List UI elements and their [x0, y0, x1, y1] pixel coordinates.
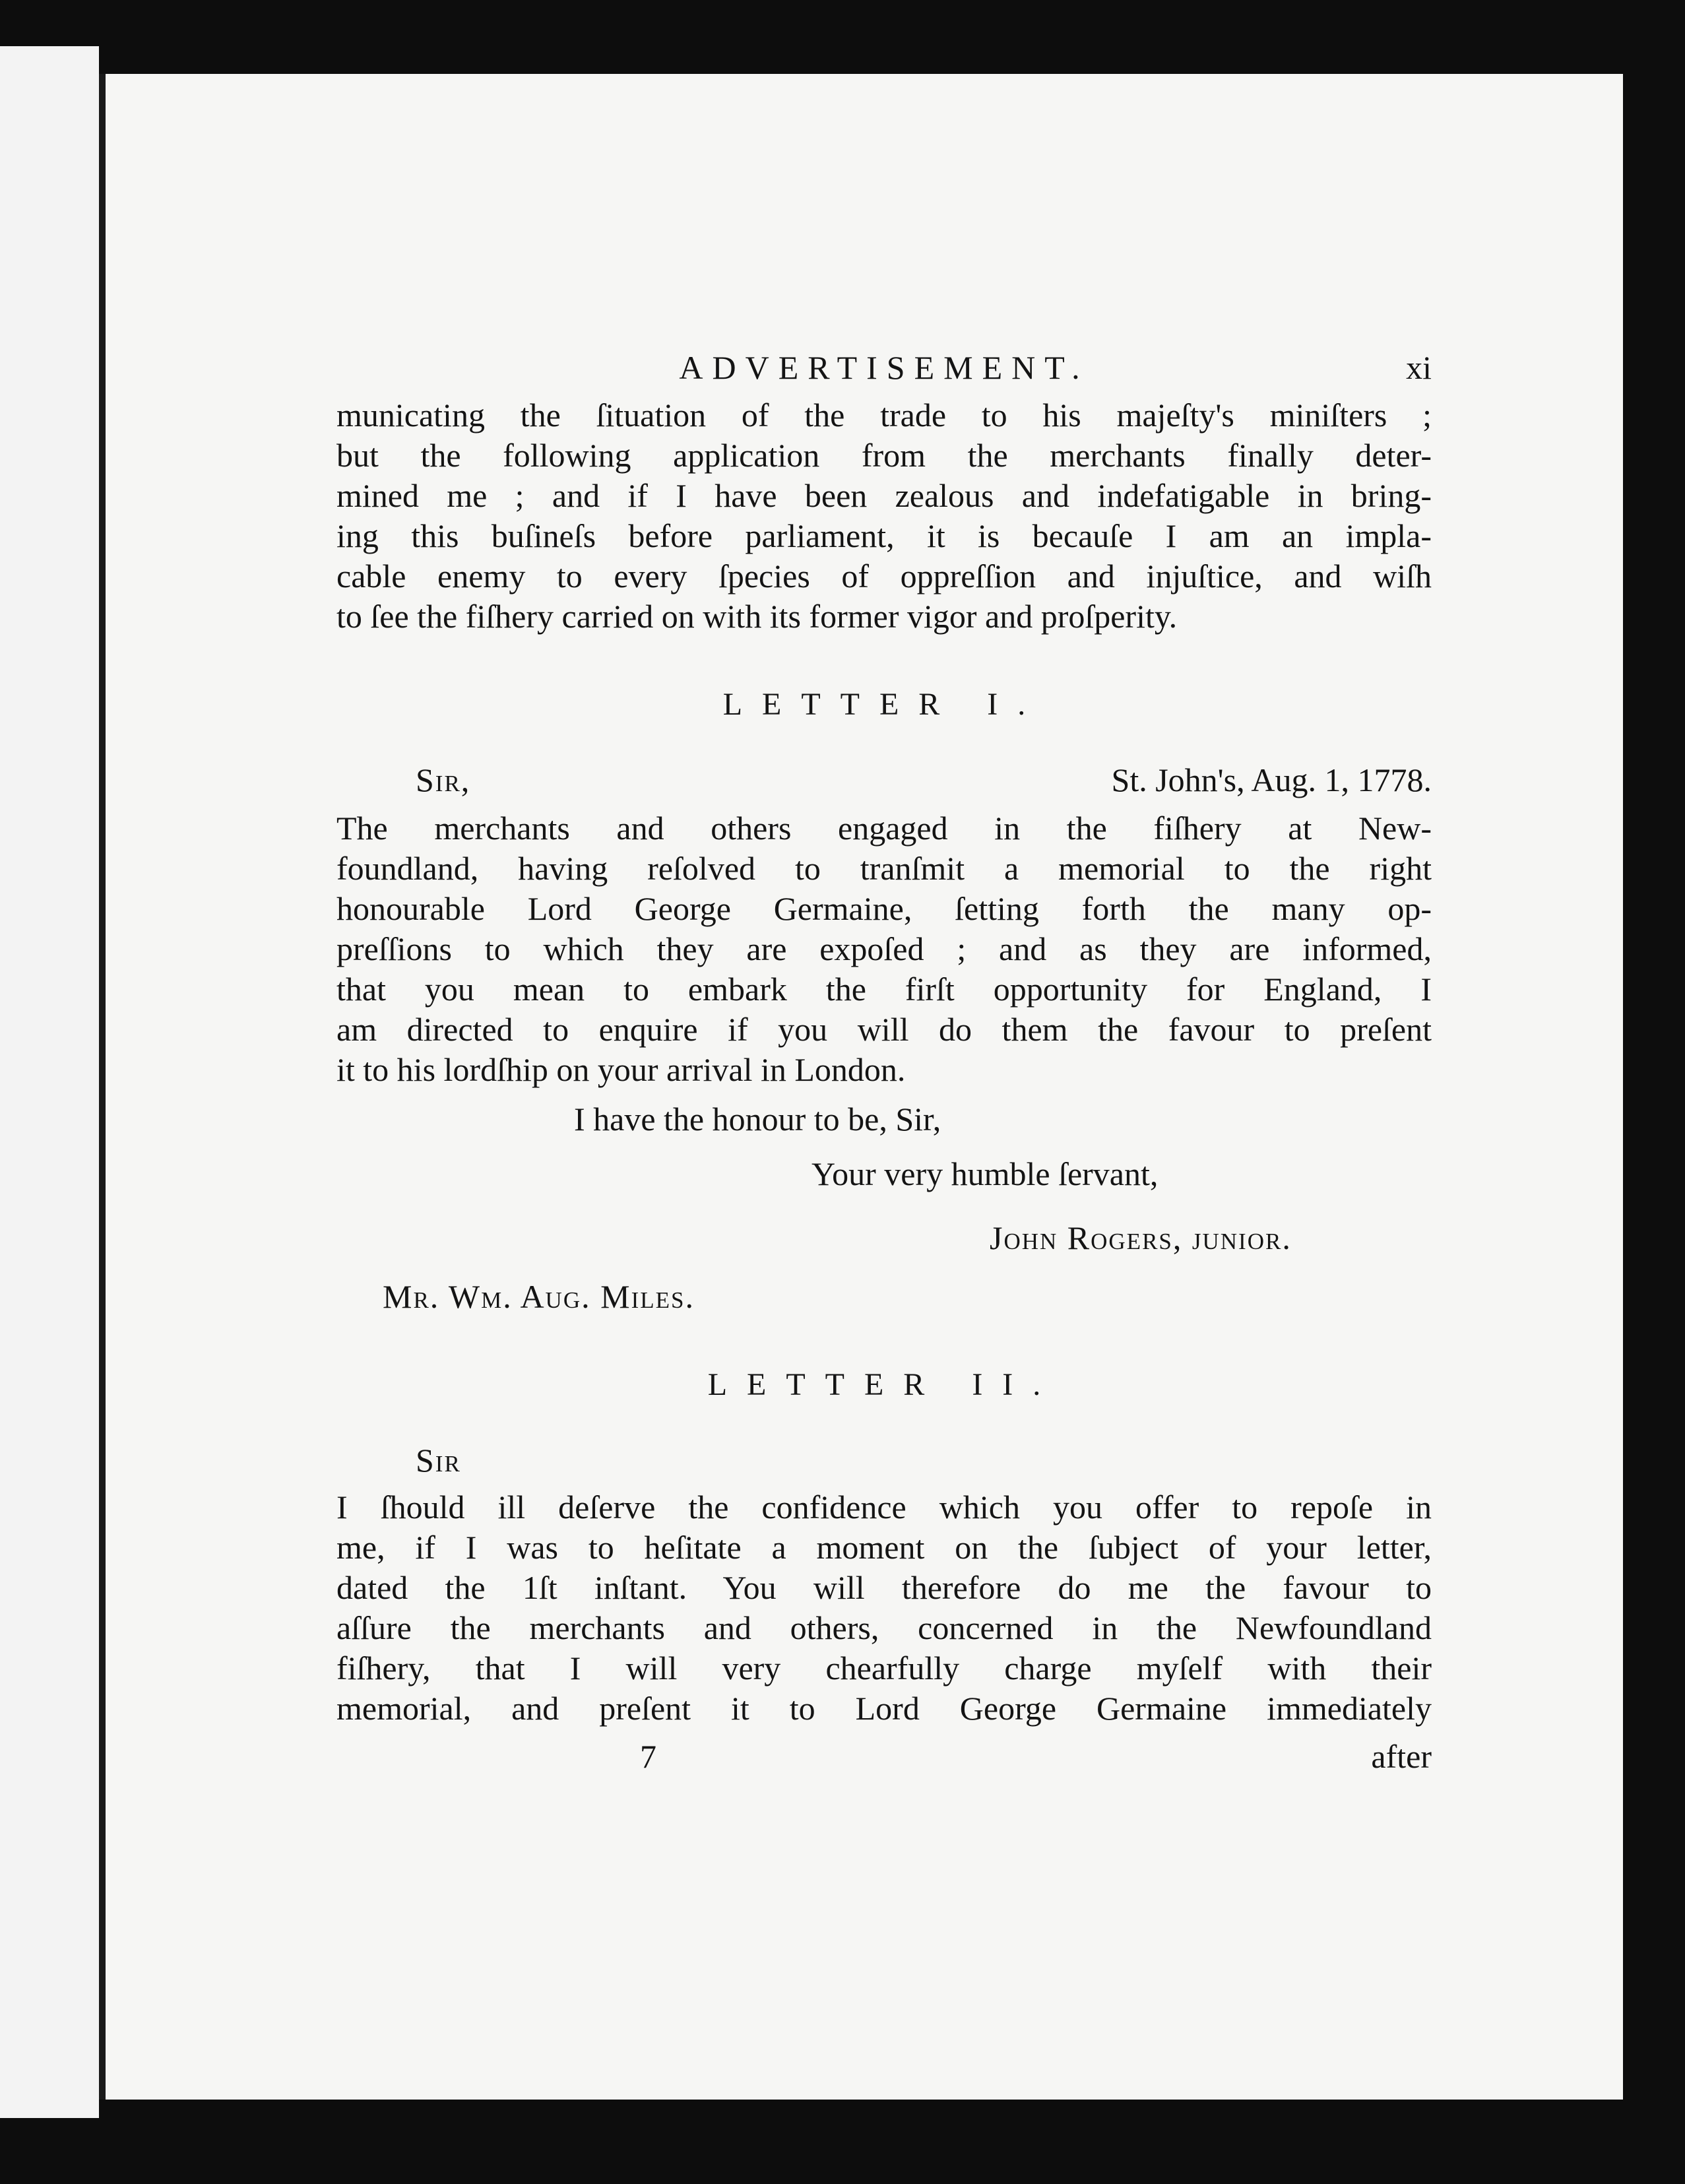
text-line: preſſions to which they are expoſed ; and as they are informed, [336, 930, 1432, 967]
letter-1-salutation: Sir, [416, 761, 471, 798]
text-line: fiſhery, that I will very chearfully charge myſelf with their [336, 1650, 1432, 1686]
text-line: mined me ; and if I have been zealous and indefatigable in bring- [336, 477, 1432, 514]
intro-paragraph [336, 395, 1432, 637]
text-line: I ſhould ill deſerve the confidence which you offer to repoſe in [336, 1489, 1432, 1526]
letter-1-body [336, 808, 1432, 1090]
text-line: but the following application from the merchants finally deter- [336, 437, 1432, 474]
closing-line: Your very humble ſervant, [811, 1155, 1159, 1192]
text-line: to ſee the fiſhery carried on with its former vigor and proſperity. [336, 598, 1178, 635]
signature-mark: 7 [640, 1738, 656, 1775]
text-line: dated the 1ſt inſtant. You will therefore do me the favour to [336, 1569, 1432, 1606]
text-line: aſſure the merchants and others, concerned in the Newfoundland [336, 1609, 1432, 1646]
page-number: xi [1406, 349, 1432, 386]
text-line: ing this buſineſs before parliament, it is becauſe I am an impla- [336, 517, 1432, 554]
text-line: am directed to enquire if you will do them the favour to preſent [336, 1011, 1432, 1048]
letter-1-closing [336, 1099, 1432, 1317]
text-line: municating the ſituation of the trade to his majeſty's miniſters ; [336, 397, 1432, 434]
book-page [99, 74, 1623, 2100]
closing-line: I have the honour to be, Sir, [574, 1101, 941, 1138]
adjacent-page-edge [0, 46, 99, 2118]
page-text [336, 340, 1432, 1777]
text-line: The merchants and others engaged in the fiſhery at New- [336, 810, 1432, 847]
text-line: it to his lordſhip on your arrival in London. [336, 1051, 906, 1088]
letter-2-title: LETTER II. [707, 1367, 1061, 1402]
catchword: after [1371, 1738, 1432, 1775]
letter-1-dateline: St. John's, Aug. 1, 1778. [1111, 761, 1432, 798]
letter-1-addressee: Mr. Wm. Aug. Miles. [383, 1278, 695, 1315]
page-gutter [99, 74, 106, 2100]
letter-1-salutation-row [336, 760, 1432, 800]
text-line: me, if I was to heſitate a moment on the ſubject of your letter, [336, 1529, 1432, 1566]
text-line: honourable Lord George Germaine, ſetting forth the many op- [336, 890, 1432, 927]
text-line: memorial, and preſent it to Lord George Germaine immediately [336, 1690, 1432, 1727]
letter-2-body [336, 1487, 1432, 1729]
letter-1-title: LETTER I. [722, 687, 1046, 722]
text-line: cable enemy to every ſpecies of oppreſſion and injuſtice, and wiſh [336, 558, 1432, 594]
page-footer [336, 1737, 1432, 1777]
text-line: that you mean to embark the firſt opportunity for England, I [336, 971, 1432, 1008]
letter-2-salutation: Sir [416, 1442, 461, 1479]
text-line: foundland, having reſolved to tranſmit a memorial to the right [336, 850, 1432, 887]
letter-1-signature: John Rogers, junior. [990, 1219, 1292, 1256]
running-title: ADVERTISEMENT. [679, 349, 1089, 386]
running-header [336, 340, 1432, 395]
